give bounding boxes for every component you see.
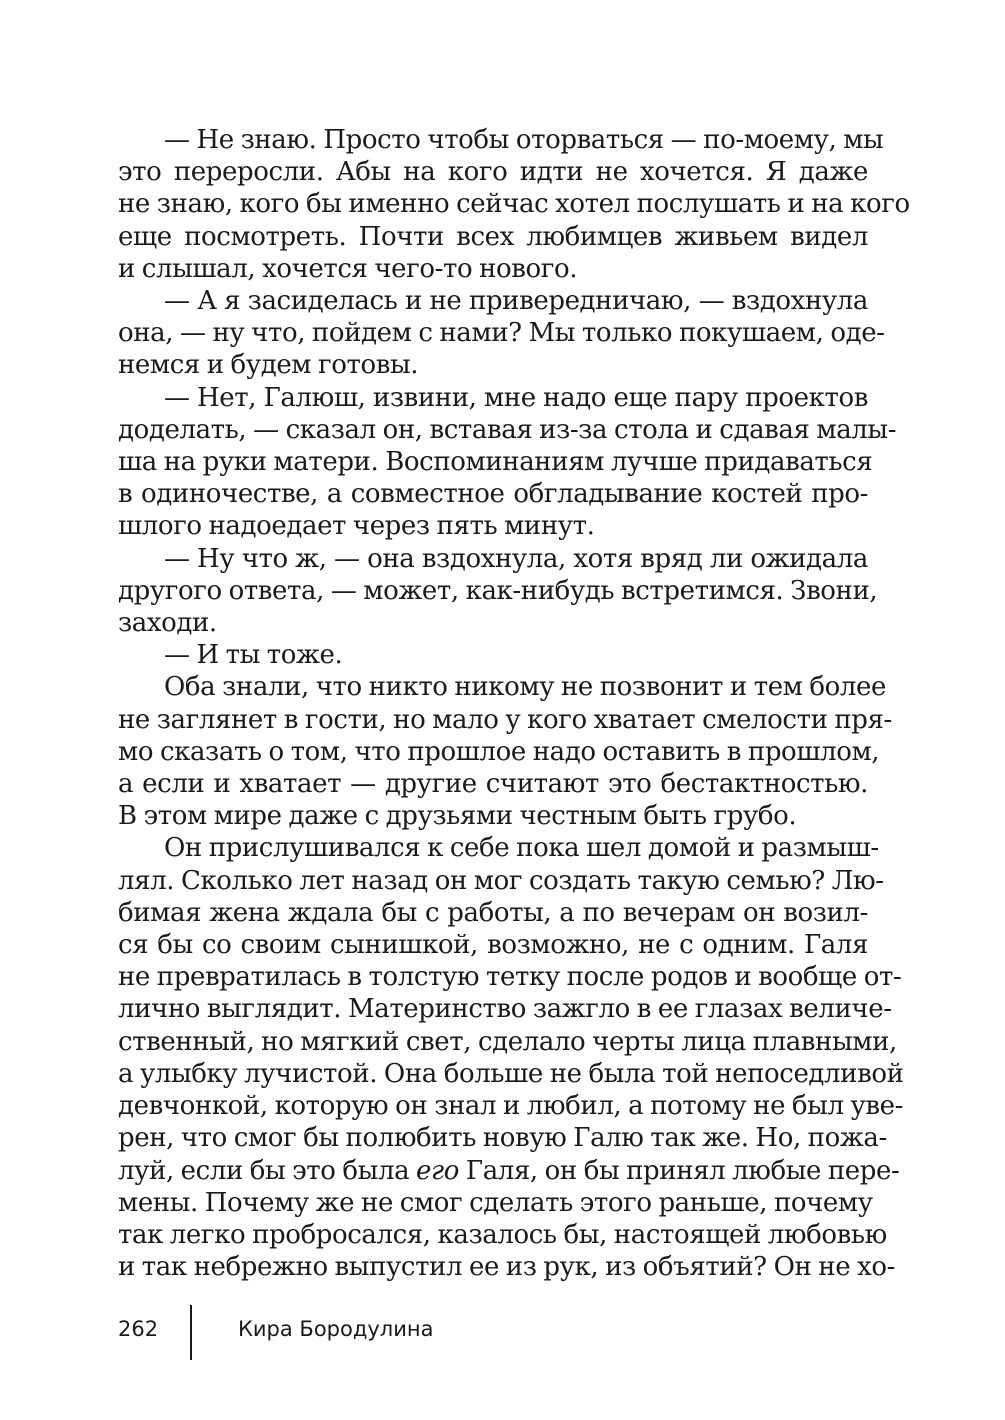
- text-line: не превратилась в толстую тетку после родов и вообще от-: [118, 962, 902, 993]
- text-line: В этом мире даже с друзьями честным быть грубо.: [118, 801, 797, 832]
- text-line: лял. Сколько лет назад он мог создать такую семью? Лю-: [118, 865, 884, 896]
- text-line: ственный, но мягкий свет, сделало черты лица плавными,: [118, 1026, 897, 1057]
- text-line: Оба знали, что никто никому не позвонит и тем более: [164, 672, 886, 703]
- text-line: мо сказать о том, что прошлое надо оставить в прошлом,: [118, 736, 880, 767]
- paragraph-7: [118, 832, 904, 1283]
- text-line: а если и хватает — другие считают это бестактностью.: [118, 769, 868, 800]
- text-line: лично выглядит. Материнство зажгло в ее глазах величе-: [118, 994, 892, 1025]
- italic-word: его: [416, 1155, 460, 1186]
- text-line: рен, что смог бы полюбить новую Галю так же. Но, пожа-: [118, 1123, 887, 1154]
- paragraph-1: [118, 124, 910, 285]
- text-line: — Не знаю. Просто чтобы оторваться — по-моему, мы: [164, 125, 884, 155]
- text-line: это переросли. Абы на кого идти не хочется. Я даже: [118, 157, 868, 188]
- text-line: и так небрежно выпустил ее из рук, из объятий? Он не хо-: [118, 1252, 895, 1283]
- text-line: — И ты тоже.: [164, 640, 343, 671]
- text-line: не знаю, кого бы именно сейчас хотел послушать и на кого: [118, 189, 910, 220]
- text-line: бимая жена ждала бы с работы, а по вечерам он возил-: [118, 897, 868, 928]
- text-line: шлого надоедает через пять минут.: [118, 511, 595, 542]
- text-segment: Галя, он бы принял любые пере-: [459, 1155, 900, 1186]
- text-line: еще посмотреть. Почти всех любимцев живьем видел: [118, 221, 868, 252]
- running-author: Кира Бородулина: [238, 1317, 434, 1341]
- text-line: Он прислушивался к себе пока шел домой и размыш-: [164, 833, 879, 864]
- text-line: заходи.: [118, 608, 217, 639]
- paragraph-4: [118, 543, 878, 640]
- text-line: так легко пробросался, казалось бы, настоящей любовью: [118, 1219, 887, 1250]
- paragraph-6: [118, 671, 892, 832]
- paragraph-5: [118, 639, 868, 671]
- paragraph-3: [118, 382, 897, 543]
- text-line: другого ответа, — может, как-нибудь встретимся. Звони,: [118, 575, 878, 606]
- text-line: — А я засиделась и не привередничаю, — вздохнула: [164, 286, 868, 317]
- text-line: ша на руки матери. Воспоминаниям лучше придаваться: [118, 447, 873, 478]
- text-line: мены. Почему же не смог сделать этого раньше, почему: [118, 1187, 873, 1218]
- text-line: — Ну что ж, — она вздохнула, хотя вряд ли ожидала: [164, 543, 868, 574]
- text-line: ся бы со своим сынишкой, возможно, не с одним. Галя: [118, 930, 868, 961]
- text-line: она, — ну что, пойдем с нами? Мы только покушаем, оде-: [118, 318, 885, 349]
- text-line-with-italic: [118, 1155, 900, 1187]
- text-line: немся и будем готовы.: [118, 350, 419, 381]
- text-line: а улыбку лучистой. Она больше не была той непоседливой: [118, 1058, 904, 1089]
- text-line: и слышал, хочется чего-то нового.: [118, 253, 578, 284]
- body-text: [118, 124, 910, 1283]
- text-line: — Нет, Галюш, извини, мне надо еще пару проектов: [164, 382, 868, 413]
- text-line: доделать, — сказал он, вставая из-за стола и сдавая малы-: [118, 414, 897, 445]
- footer-divider: [190, 1305, 192, 1360]
- page-number: 262: [118, 1317, 159, 1341]
- text-line: в одиночестве, а совместное обгладывание костей про-: [118, 479, 868, 510]
- text-line: не заглянет в гости, но мало у кого хватает смелости пря-: [118, 704, 892, 735]
- text-segment: луй, если бы это была: [118, 1155, 417, 1186]
- page-footer: [0, 1305, 1005, 1361]
- paragraph-2: [118, 285, 885, 382]
- text-line: девчонкой, которую он знал и любил, а потому не был уве-: [118, 1091, 903, 1122]
